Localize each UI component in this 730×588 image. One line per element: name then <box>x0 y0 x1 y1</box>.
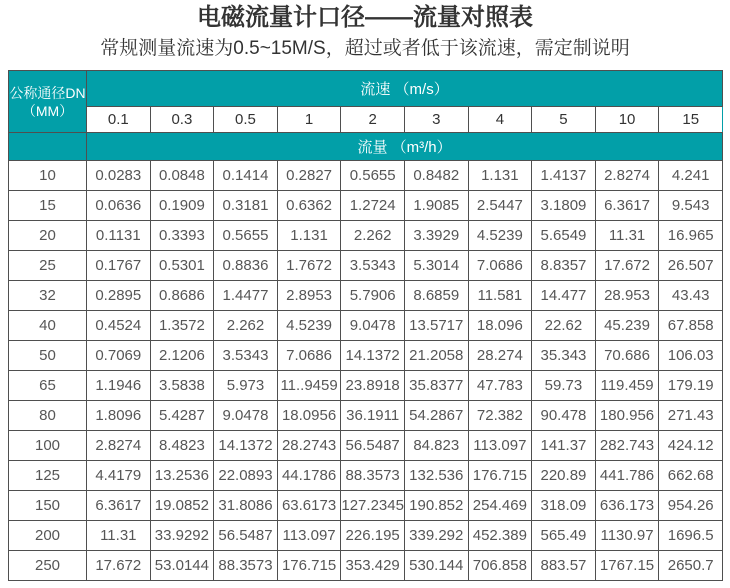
table-row-dn-200 <box>9 521 723 551</box>
flow-value-cell: 1.9085 <box>404 191 468 221</box>
flow-value-cell: 1.1946 <box>87 371 151 401</box>
flow-value-cell: 56.5487 <box>214 521 278 551</box>
flow-value-cell: 2.8274 <box>87 431 151 461</box>
page-subtitle: 常规测量流速为0.5~15M/S，超过或者低于该流速，需定制说明 <box>100 38 630 59</box>
dn-cell: 10 <box>9 161 87 191</box>
flow-value-cell: 1.8096 <box>87 401 151 431</box>
flow-value-cell: 2.1206 <box>150 341 214 371</box>
page-title: 电磁流量计口径——流量对照表 <box>197 4 533 31</box>
flow-value-cell: 0.3181 <box>214 191 278 221</box>
flow-value-cell: 5.7906 <box>341 281 405 311</box>
speed-value-cell: 0.1 <box>87 107 151 133</box>
flow-value-cell: 1.131 <box>277 221 341 251</box>
flow-value-cell: 35.343 <box>532 341 596 371</box>
flow-value-cell: 11.31 <box>87 521 151 551</box>
flow-value-cell: 0.6362 <box>277 191 341 221</box>
flow-value-cell: 254.469 <box>468 491 532 521</box>
flow-value-cell: 11.31 <box>595 221 659 251</box>
dn-cell: 50 <box>9 341 87 371</box>
flow-value-cell: 220.89 <box>532 461 596 491</box>
flow-value-cell: 6.3617 <box>87 491 151 521</box>
header-row-speed <box>9 71 723 107</box>
flow-value-cell: 88.3573 <box>214 551 278 581</box>
flow-value-cell: 954.26 <box>659 491 723 521</box>
speed-value-cell: 2 <box>341 107 405 133</box>
speed-value-cell: 15 <box>659 107 723 133</box>
flow-value-cell: 0.1414 <box>214 161 278 191</box>
flow-value-cell: 0.1909 <box>150 191 214 221</box>
speed-header-label: 流速 （m/s） <box>87 71 723 107</box>
dn-cell: 20 <box>9 221 87 251</box>
corner-header-line2: （MM） <box>21 102 74 119</box>
table-row-dn-65 <box>9 371 723 401</box>
table-row-dn-10 <box>9 161 723 191</box>
flow-value-cell: 19.0852 <box>150 491 214 521</box>
speed-value-cell: 10 <box>595 107 659 133</box>
flow-value-cell: 180.956 <box>595 401 659 431</box>
flow-value-cell: 4.5239 <box>468 221 532 251</box>
flow-value-cell: 11.581 <box>468 281 532 311</box>
flow-value-cell: 4.4179 <box>87 461 151 491</box>
flow-value-cell: 353.429 <box>341 551 405 581</box>
flow-value-cell: 7.0686 <box>277 341 341 371</box>
flow-value-cell: 3.1809 <box>532 191 596 221</box>
flow-value-cell: 0.4524 <box>87 311 151 341</box>
flow-value-cell: 67.858 <box>659 311 723 341</box>
dn-cell: 125 <box>9 461 87 491</box>
flow-value-cell: 0.7069 <box>87 341 151 371</box>
flow-value-cell: 179.19 <box>659 371 723 401</box>
flow-value-cell: 1767.15 <box>595 551 659 581</box>
flow-value-cell: 0.0848 <box>150 161 214 191</box>
flow-value-cell: 0.1131 <box>87 221 151 251</box>
flow-value-cell: 424.12 <box>659 431 723 461</box>
dn-cell: 15 <box>9 191 87 221</box>
flow-value-cell: 9.543 <box>659 191 723 221</box>
flow-value-cell: 43.43 <box>659 281 723 311</box>
flow-header-spacer <box>9 133 87 161</box>
flow-value-cell: 2.262 <box>214 311 278 341</box>
flow-value-cell: 44.1786 <box>277 461 341 491</box>
table-header <box>9 71 723 161</box>
flow-value-cell: 441.786 <box>595 461 659 491</box>
table-row-dn-125 <box>9 461 723 491</box>
speed-value-cell: 4 <box>468 107 532 133</box>
flow-value-cell: 282.743 <box>595 431 659 461</box>
flow-value-cell: 636.173 <box>595 491 659 521</box>
flow-value-cell: 3.3929 <box>404 221 468 251</box>
speed-value-cell: 5 <box>532 107 596 133</box>
flow-value-cell: 47.783 <box>468 371 532 401</box>
flow-value-cell: 9.0478 <box>214 401 278 431</box>
flow-value-cell: 54.2867 <box>404 401 468 431</box>
table-row-dn-25 <box>9 251 723 281</box>
flow-value-cell: 271.43 <box>659 401 723 431</box>
flow-value-cell: 18.0956 <box>277 401 341 431</box>
flow-value-cell: 11..9459 <box>277 371 341 401</box>
flow-value-cell: 883.57 <box>532 551 596 581</box>
flow-value-cell: 3.5343 <box>214 341 278 371</box>
flow-value-cell: 176.715 <box>468 461 532 491</box>
flow-value-cell: 0.0283 <box>87 161 151 191</box>
flow-value-cell: 0.2827 <box>277 161 341 191</box>
flow-value-cell: 23.8918 <box>341 371 405 401</box>
flow-value-cell: 1.3572 <box>150 311 214 341</box>
flow-value-cell: 16.965 <box>659 221 723 251</box>
flow-value-cell: 8.6859 <box>404 281 468 311</box>
flow-value-cell: 113.097 <box>468 431 532 461</box>
flow-value-cell: 36.1911 <box>341 401 405 431</box>
speed-value-cell: 3 <box>404 107 468 133</box>
flow-value-cell: 565.49 <box>532 521 596 551</box>
dn-cell: 25 <box>9 251 87 281</box>
flow-value-cell: 21.2058 <box>404 341 468 371</box>
flow-value-cell: 35.8377 <box>404 371 468 401</box>
flow-value-cell: 452.389 <box>468 521 532 551</box>
table-row-dn-32 <box>9 281 723 311</box>
flow-value-cell: 0.5301 <box>150 251 214 281</box>
table-row-dn-40 <box>9 311 723 341</box>
flow-value-cell: 190.852 <box>404 491 468 521</box>
table-row-dn-20 <box>9 221 723 251</box>
speed-value-cell: 0.5 <box>214 107 278 133</box>
flow-value-cell: 5.3014 <box>404 251 468 281</box>
flow-value-cell: 56.5487 <box>341 431 405 461</box>
flow-value-cell: 45.239 <box>595 311 659 341</box>
flow-value-cell: 1.4477 <box>214 281 278 311</box>
flow-value-cell: 127.2345 <box>341 491 405 521</box>
flow-value-cell: 1.131 <box>468 161 532 191</box>
flow-value-cell: 2.8953 <box>277 281 341 311</box>
flow-value-cell: 1130.97 <box>595 521 659 551</box>
flow-value-cell: 6.3617 <box>595 191 659 221</box>
flow-value-cell: 0.5655 <box>341 161 405 191</box>
flow-value-cell: 0.3393 <box>150 221 214 251</box>
flow-value-cell: 13.2536 <box>150 461 214 491</box>
flow-value-cell: 22.62 <box>532 311 596 341</box>
flow-value-cell: 5.4287 <box>150 401 214 431</box>
header-row-flow <box>9 133 723 161</box>
dn-cell: 80 <box>9 401 87 431</box>
flow-value-cell: 0.2895 <box>87 281 151 311</box>
flow-value-cell: 176.715 <box>277 551 341 581</box>
flow-rate-table <box>8 70 723 581</box>
flow-value-cell: 0.8482 <box>404 161 468 191</box>
flow-value-cell: 1.7672 <box>277 251 341 281</box>
table-row-dn-100 <box>9 431 723 461</box>
table-row-dn-150 <box>9 491 723 521</box>
dn-cell: 150 <box>9 491 87 521</box>
flow-value-cell: 5.6549 <box>532 221 596 251</box>
corner-header-line1: 公称通径DN <box>9 84 86 101</box>
dn-cell: 65 <box>9 371 87 401</box>
flow-value-cell: 339.292 <box>404 521 468 551</box>
flow-value-cell: 226.195 <box>341 521 405 551</box>
flow-value-cell: 4.241 <box>659 161 723 191</box>
flow-value-cell: 31.8086 <box>214 491 278 521</box>
flow-value-cell: 70.686 <box>595 341 659 371</box>
flow-value-cell: 0.8686 <box>150 281 214 311</box>
flow-value-cell: 132.536 <box>404 461 468 491</box>
flow-value-cell: 1.2724 <box>341 191 405 221</box>
flow-value-cell: 72.382 <box>468 401 532 431</box>
flow-value-cell: 119.459 <box>595 371 659 401</box>
flow-value-cell: 17.672 <box>87 551 151 581</box>
flow-value-cell: 2.5447 <box>468 191 532 221</box>
flow-value-cell: 28.274 <box>468 341 532 371</box>
flow-value-cell: 88.3573 <box>341 461 405 491</box>
flow-value-cell: 706.858 <box>468 551 532 581</box>
flow-value-cell: 0.0636 <box>87 191 151 221</box>
flow-value-cell: 17.672 <box>595 251 659 281</box>
flow-value-cell: 0.5655 <box>214 221 278 251</box>
flow-value-cell: 90.478 <box>532 401 596 431</box>
flow-value-cell: 18.096 <box>468 311 532 341</box>
flow-value-cell: 14.477 <box>532 281 596 311</box>
flow-value-cell: 2.262 <box>341 221 405 251</box>
flow-value-cell: 141.37 <box>532 431 596 461</box>
flow-value-cell: 318.09 <box>532 491 596 521</box>
table-row-dn-250 <box>9 551 723 581</box>
dn-cell: 40 <box>9 311 87 341</box>
flow-value-cell: 0.1767 <box>87 251 151 281</box>
header-row-speed-values <box>9 107 723 133</box>
flow-value-cell: 22.0893 <box>214 461 278 491</box>
flow-value-cell: 106.03 <box>659 341 723 371</box>
flow-value-cell: 2.8274 <box>595 161 659 191</box>
speed-value-cell: 0.3 <box>150 107 214 133</box>
flow-value-cell: 28.953 <box>595 281 659 311</box>
flow-value-cell: 8.4823 <box>150 431 214 461</box>
flow-value-cell: 3.5343 <box>341 251 405 281</box>
flow-value-cell: 14.1372 <box>214 431 278 461</box>
flow-value-cell: 1696.5 <box>659 521 723 551</box>
dn-cell: 200 <box>9 521 87 551</box>
flow-value-cell: 662.68 <box>659 461 723 491</box>
flow-value-cell: 4.5239 <box>277 311 341 341</box>
table-row-dn-80 <box>9 401 723 431</box>
flow-value-cell: 7.0686 <box>468 251 532 281</box>
dn-cell: 100 <box>9 431 87 461</box>
table-row-dn-50 <box>9 341 723 371</box>
flow-value-cell: 8.8357 <box>532 251 596 281</box>
flow-value-cell: 26.507 <box>659 251 723 281</box>
flow-value-cell: 1.4137 <box>532 161 596 191</box>
corner-header-dn-mm <box>9 71 87 133</box>
dn-cell: 250 <box>9 551 87 581</box>
dn-cell: 32 <box>9 281 87 311</box>
flow-value-cell: 5.973 <box>214 371 278 401</box>
flow-value-cell: 14.1372 <box>341 341 405 371</box>
flow-value-cell: 59.73 <box>532 371 596 401</box>
flow-value-cell: 53.0144 <box>150 551 214 581</box>
flow-value-cell: 530.144 <box>404 551 468 581</box>
flow-value-cell: 0.8836 <box>214 251 278 281</box>
flow-value-cell: 28.2743 <box>277 431 341 461</box>
flow-value-cell: 13.5717 <box>404 311 468 341</box>
flow-value-cell: 3.5838 <box>150 371 214 401</box>
table-body <box>9 161 723 581</box>
flow-value-cell: 9.0478 <box>341 311 405 341</box>
flow-value-cell: 2650.7 <box>659 551 723 581</box>
flow-value-cell: 113.097 <box>277 521 341 551</box>
flow-value-cell: 63.6173 <box>277 491 341 521</box>
table-row-dn-15 <box>9 191 723 221</box>
flow-value-cell: 84.823 <box>404 431 468 461</box>
speed-value-cell: 1 <box>277 107 341 133</box>
flow-header-label: 流量 （m³/h） <box>87 133 723 161</box>
flow-value-cell: 33.9292 <box>150 521 214 551</box>
